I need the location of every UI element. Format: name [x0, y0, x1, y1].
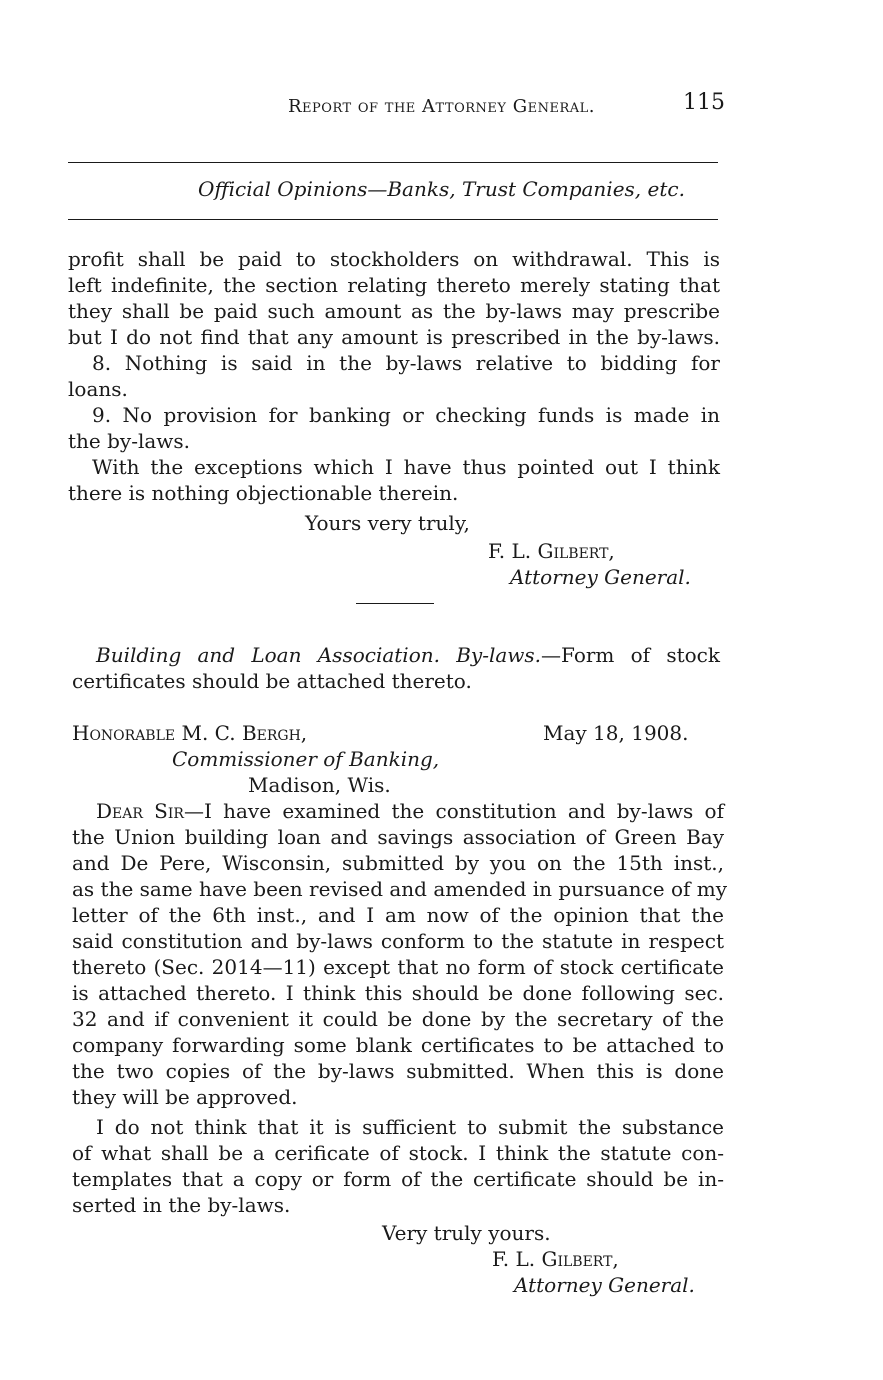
body-line: they shall be paid such amount as the by-laws may prescribe — [68, 299, 720, 323]
body-line: 32 and if convenient it could be done by the secretary of the — [72, 1007, 724, 1031]
body-line: they will be approved. — [72, 1085, 298, 1109]
headnote-line: certificates should be attached thereto. — [72, 669, 472, 693]
body-line: profit shall be paid to stockholders on withdrawal. This is — [68, 247, 720, 271]
addressee-title: Commissioner of Banking, — [172, 747, 440, 771]
letter-first-line — [96, 799, 724, 823]
body-line: as the same have been revised and amended in pursuance of my — [72, 877, 728, 901]
body-line: 9. No provision for banking or checking funds is made in — [92, 403, 720, 427]
body-line: there is nothing objectionable therein. — [68, 481, 459, 505]
addressee: Honorable M. C. Bergh, — [72, 721, 308, 745]
body-line: templates that a copy or form of the certificate should be in- — [72, 1167, 724, 1191]
signer-title: Attorney General. — [514, 1273, 695, 1297]
signer-name: F. L. Gilbert, — [488, 539, 615, 563]
body-line: letter of the 6th inst., and I am now of the opinion that the — [72, 903, 724, 927]
body-line: company forwarding some blank certificates to be attached to — [72, 1033, 724, 1057]
body-line: left indefinite, the section relating thereto merely stating that — [68, 273, 720, 297]
salutation: Dear Sir — [96, 799, 184, 823]
running-head: Report of the Attorney General. — [288, 96, 595, 117]
body-line: With the exceptions which I have thus pointed out I think — [92, 455, 720, 479]
body-line: loans. — [68, 377, 128, 401]
body-line: and De Pere, Wisconsin, submitted by you on the 15th inst., — [72, 851, 724, 875]
signer-name: F. L. Gilbert, — [492, 1247, 619, 1271]
headnote-title: Building and Loan Association. By-laws. — [96, 643, 542, 667]
body-line: the two copies of the by-laws submitted. When this is done — [72, 1059, 724, 1083]
closing: Yours very truly, — [305, 511, 470, 535]
section-title: Official Opinions—Banks, Trust Companies, etc. — [198, 177, 685, 201]
addressee-place: Madison, Wis. — [248, 773, 391, 797]
header-rule-bottom — [68, 219, 718, 220]
headnote-line — [96, 643, 720, 667]
section-divider — [356, 603, 434, 604]
body-line: is attached thereto. I think this should be done following sec. — [72, 981, 724, 1005]
body-line: the Union building loan and savings association of Green Bay — [72, 825, 724, 849]
body-line: serted in the by-laws. — [72, 1193, 291, 1217]
body-line: of what shall be a cerificate of stock. I think the statute con- — [72, 1141, 724, 1165]
body-text: —I have examined the constitution and by-laws of — [183, 799, 724, 823]
page-number: 115 — [683, 90, 725, 115]
body-line: 8. Nothing is said in the by-laws relative to bidding for — [92, 351, 720, 375]
letter-date: May 18, 1908. — [543, 721, 689, 745]
header-rule-top — [68, 162, 718, 163]
body-line: but I do not find that any amount is prescribed in the by-laws. — [68, 325, 720, 349]
body-line: I do not think that it is sufficient to submit the substance — [96, 1115, 724, 1139]
body-line: thereto (Sec. 2014—11) except that no form of stock certificate — [72, 955, 724, 979]
body-line: the by-laws. — [68, 429, 191, 453]
body-line: said constitution and by-laws conform to the statute in respect — [72, 929, 724, 953]
signer-title: Attorney General. — [510, 565, 691, 589]
headnote-text: —Form of stock — [541, 643, 720, 667]
closing: Very truly yours. — [382, 1221, 551, 1245]
